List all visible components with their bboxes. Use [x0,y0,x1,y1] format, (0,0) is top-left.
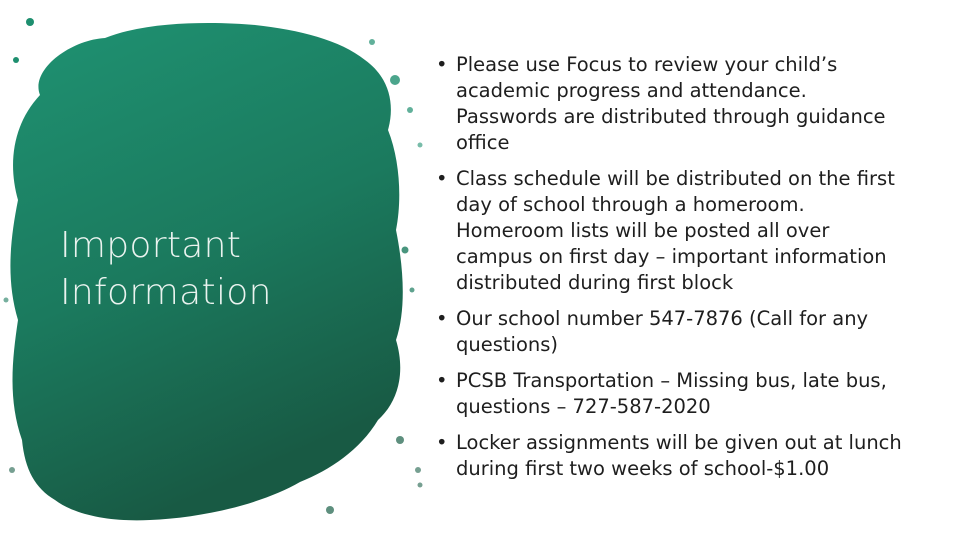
bullet-item [436,430,906,482]
bullet-text: PCSB Transportation – Missing bus, late bus, questions – 727-587-2020 [456,369,887,418]
slide-title [60,222,360,316]
bullet-text: Please use Focus to review your child’s academic progress and attendance. Passwords are distributed through guidance office [456,53,886,154]
bullet-glyph: • [436,167,448,190]
bullet-glyph: • [436,369,448,392]
bullet-text: Our school number 547-7876 (Call for any questions) [456,307,869,356]
bullet-item [436,166,906,296]
bullet-item [436,368,906,420]
bullet-glyph: • [436,53,448,76]
bullet-item [436,52,906,156]
bullet-glyph: • [436,431,448,454]
slide-title-line-1: Important [60,225,242,266]
bullet-text: Locker assignments will be given out at lunch during first two weeks of school-$1.00 [456,431,902,480]
bullet-text: Class schedule will be distributed on the first day of school through a homeroom. Homeroom lists will be posted all over campus on first day – important information distributed during first block [456,167,895,294]
bullet-glyph: • [436,307,448,330]
bullet-list [436,52,906,492]
slide-title-line-2: Information [60,272,272,313]
bullet-item [436,306,906,358]
